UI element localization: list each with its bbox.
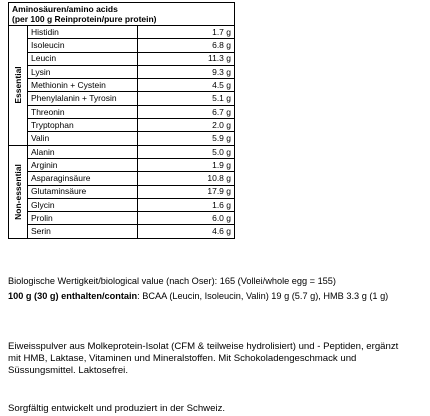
amino-acid-name: Alanin (28, 145, 138, 158)
nonessential-label: Non-essential (12, 163, 23, 220)
amino-acid-value: 4.5 g (138, 79, 235, 92)
table-row (9, 105, 235, 118)
table-row (9, 79, 235, 92)
amino-acid-name: Glutaminsäure (28, 185, 138, 198)
amino-acid-value: 2.0 g (138, 119, 235, 132)
table-header-subtitle: (per 100 g Reinprotein/pure protein) (12, 13, 157, 24)
amino-acid-value: 1.6 g (138, 198, 235, 211)
table-row (9, 172, 235, 185)
amino-acid-name: Methionin + Cystein (28, 79, 138, 92)
essential-label-cell (9, 26, 28, 146)
table-row (9, 92, 235, 105)
amino-acid-name: Valin (28, 132, 138, 145)
essential-group (9, 26, 235, 146)
amino-acid-name: Asparaginsäure (28, 172, 138, 185)
nonessential-group (9, 145, 235, 238)
amino-acid-name: Serin (28, 225, 138, 238)
amino-acid-value: 5.9 g (138, 132, 235, 145)
amino-acid-value: 5.0 g (138, 145, 235, 158)
amino-acid-value: 6.8 g (138, 39, 235, 52)
table-header (9, 3, 235, 26)
amino-acid-name: Phenylalanin + Tyrosin (28, 92, 138, 105)
table-row (9, 145, 235, 158)
table-row (9, 158, 235, 171)
amino-acid-value: 6.7 g (138, 105, 235, 118)
amino-acid-value: 4.6 g (138, 225, 235, 238)
amino-acid-value: 10.8 g (138, 172, 235, 185)
nonessential-label-cell (9, 145, 28, 238)
table-row (9, 26, 235, 39)
biological-value-text: Biologische Wertigkeit/biological value (nach Oser): 165 (Vollei/whole egg = 155) (8, 276, 336, 286)
amino-acid-name: Arginin (28, 158, 138, 171)
table-row (9, 39, 235, 52)
contain-values: : BCAA (Leucin, Isoleucin, Valin) 19 g (5.7 g), HMB 3.3 g (1 g) (137, 291, 389, 301)
amino-acid-name: Isoleucin (28, 39, 138, 52)
table-row (9, 132, 235, 145)
amino-acid-name: Prolin (28, 212, 138, 225)
table-row (9, 225, 235, 238)
amino-acid-value: 17.9 g (138, 185, 235, 198)
amino-acid-value: 1.9 g (138, 158, 235, 171)
contain-label: 100 g (30 g) enthalten/contain (8, 291, 138, 301)
amino-acid-name: Lysin (28, 65, 138, 78)
amino-acid-value: 5.1 g (138, 92, 235, 105)
essential-label: Essential (12, 66, 23, 104)
contain-text (8, 291, 388, 302)
table-row (9, 212, 235, 225)
amino-acid-value: 11.3 g (138, 52, 235, 65)
table-row (9, 185, 235, 198)
amino-acid-name: Threonin (28, 105, 138, 118)
table-row (9, 198, 235, 211)
table-row (9, 119, 235, 132)
amino-acid-value: 6.0 g (138, 212, 235, 225)
table-header-title: Aminosäuren/amino acids (12, 4, 118, 14)
amino-acid-name: Leucin (28, 52, 138, 65)
product-description: Eiweisspulver aus Molkeprotein-Isolat (CFM & teilweise hydrolisiert) und - Peptiden, ergänzt mit HMB, Laktase, Vitaminen und Mineralstoffen. Mit Schokoladengeschmack und Süssungsmittel. Laktosefrei. (8, 341, 399, 376)
amino-acid-name: Glycin (28, 198, 138, 211)
table-row (9, 65, 235, 78)
amino-acid-name: Histidin (28, 26, 138, 39)
footer-text: Sorgfältig entwickelt und produziert in der Schweiz. (8, 403, 226, 414)
amino-acid-value: 9.3 g (138, 65, 235, 78)
amino-acid-value: 1.7 g (138, 26, 235, 39)
amino-acid-name: Tryptophan (28, 119, 138, 132)
table-row (9, 52, 235, 65)
amino-acid-table (8, 2, 235, 239)
